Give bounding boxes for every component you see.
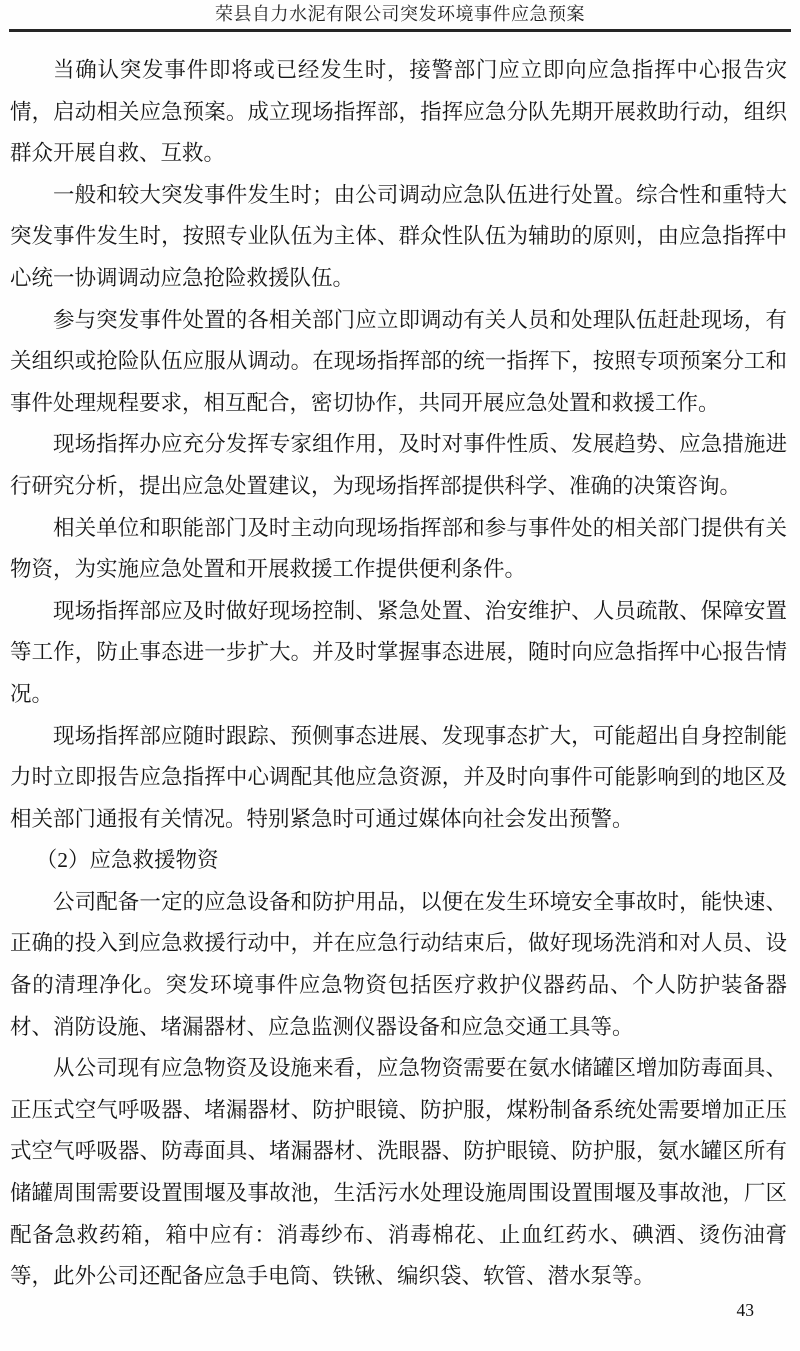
body-paragraph: 现场指挥部应及时做好现场控制、紧急处置、治安维护、人员疏散、保障安置等工作，防止事态进一步扩大。并及时掌握事态进展，随时向应急指挥中心报告情况。	[10, 598, 787, 706]
body-paragraph: 公司配备一定的应急设备和防护用品，以便在发生环境安全事故时，能快速、正确的投入到应急救援行动中，并在应急行动结束后，做好现场洗消和对人员、设备的清理净化。突发环境事件应急物资包括医疗救护仪器药品、个人防护装备器材、消防设施、堵漏器材、应急监测仪器设备和应急交通工具等。	[10, 889, 787, 1039]
body-paragraph: 当确认突发事件即将或已经发生时，接警部门应立即向应急指挥中心报告灾情，启动相关应急预案。成立现场指挥部，指挥应急分队先期开展救助行动，组织群众开展自救、互救。	[10, 58, 787, 166]
header-rule	[9, 29, 791, 32]
section-heading: （2）应急救援物资	[35, 848, 219, 873]
body-paragraph: 相关单位和职能部门及时主动向现场指挥部和参与事件处的相关部门提供有关物资，为实施应急处置和开展救援工作提供便利条件。	[10, 515, 787, 582]
body-paragraph: 一般和较大突发事件发生时；由公司调动应急队伍进行处置。综合性和重特大突发事件发生时，按照专业队伍为主体、群众性队伍为辅助的原则，由应急指挥中心统一协调调动应急抢险救援队伍。	[10, 182, 787, 290]
body-paragraph: 现场指挥部应随时跟踪、预侧事态进展、发现事态扩大，可能超出自身控制能力时立即报告应急指挥中心调配其他应急资源，并及时向事件可能影响到的地区及相关部门通报有关情况。特别紧急时可通过媒体向社会发出预警。	[10, 723, 787, 831]
body-paragraph: 从公司现有应急物资及设施来看，应急物资需要在氨水储罐区增加防毒面具、正压式空气呼吸器、堵漏器材、防护眼镜、防护服，煤粉制备系统处需要增加正压式空气呼吸器、防毒面具、堵漏器材、洗眼器、防护眼镜、防护服，氨水罐区所有储罐周围需要设置围堰及事故池，生活污水处理设施周围设置围堰及事故池，厂区配备急救药箱，箱中应有：消毒纱布、消毒棉花、止血红药水、碘酒、烫伤油膏等，此外公司还配备应急手电筒、铁锹、编织袋、软管、潜水泵等。	[10, 1056, 787, 1289]
page-header-title: 荣县自力水泥有限公司突发环境事件应急预案	[215, 4, 585, 24]
page-number: 43	[736, 1300, 754, 1320]
document-body	[10, 50, 787, 1298]
page-header	[0, 0, 800, 25]
body-paragraph: 参与突发事件处置的各相关部门应立即调动有关人员和处理队伍赶赴现场，有关组织或抢险队伍应服从调动。在现场指挥部的统一指挥下，按照专项预案分工和事件处理规程要求，相互配合，密切协作，共同开展应急处置和救援工作。	[10, 307, 787, 415]
body-paragraph: 现场指挥办应充分发挥专家组作用，及时对事件性质、发展趋势、应急措施进行研究分析，提出应急处置建议，为现场指挥部提供科学、准确的决策咨询。	[10, 432, 787, 498]
